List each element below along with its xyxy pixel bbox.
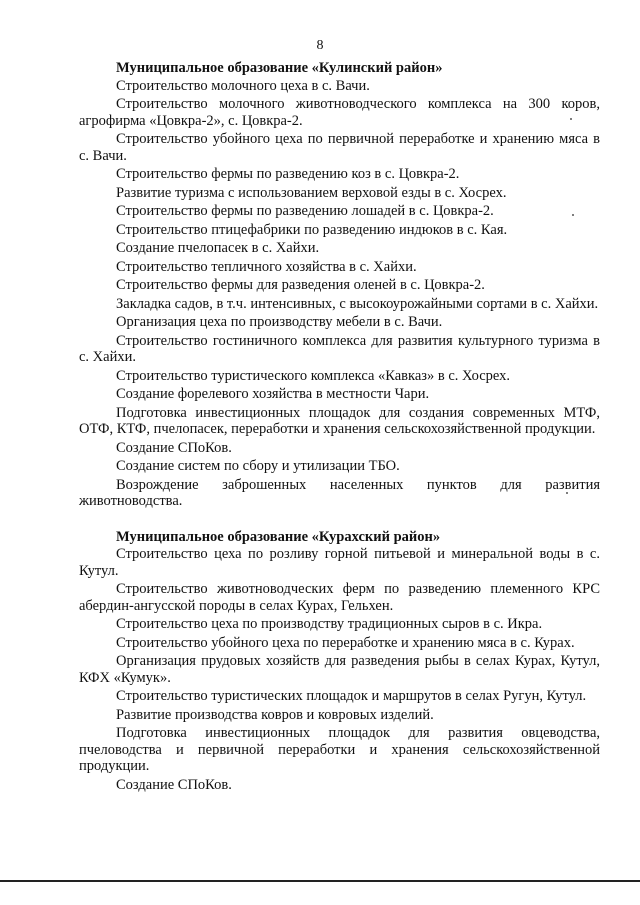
paragraph: Создание форелевого хозяйства в местности Чари. <box>116 386 430 402</box>
scan-bottom-edge <box>0 880 640 882</box>
paragraph: Организация прудовых хозяйств для разведения рыбы в селах Курах, Кутул, КФХ «Кумук». <box>79 653 600 686</box>
paragraph: Строительство молочного цеха в с. Вачи. <box>116 77 370 94</box>
paragraph: Создание пчелопасек в с. Хайхи. <box>116 240 320 256</box>
paragraph: Строительство цеха по розливу горной питьевой и минеральной воды в с. Кутул. <box>79 546 600 579</box>
paragraph: Подготовка инвестиционных площадок для развития овцеводства, пчеловодства и первичной переработки и хранения сельскохозяйственной продукции. <box>79 725 600 774</box>
paragraph: Создание СПоКов. <box>116 439 232 456</box>
section-heading: Муниципальное образование «Кулинский район» <box>116 60 443 76</box>
paragraph: Строительство фермы для разведения оленей в с. Цовкра-2. <box>116 277 485 293</box>
page-number: 8 <box>316 38 324 53</box>
paragraph: Строительство туристических площадок и маршрутов в селах Ругун, Кутул. <box>116 688 587 704</box>
paragraph: Создание СПоКов. <box>116 776 232 793</box>
section-kurakhsky <box>79 529 600 794</box>
paragraph: Строительство тепличного хозяйства в с. Хайхи. <box>116 258 417 275</box>
paragraph: Строительство цеха по производству традиционных сыров в с. Икра. <box>116 616 543 632</box>
paragraph: Возрождение заброшенных населенных пунктов для развития животноводства. <box>79 476 600 509</box>
paragraph: Создание систем по сбору и утилизации ТБО. <box>116 458 400 474</box>
section-kulinsky <box>79 60 600 510</box>
paragraph: Развитие туризма с использованием верховой езды в с. Хосрех. <box>116 184 507 201</box>
paragraph: Строительство фермы по разведению лошадей в с. Цовкра-2. <box>116 203 494 219</box>
paragraph: Строительство птицефабрики по разведению индюков в с. Кая. <box>116 221 508 238</box>
paragraph: Строительство животноводческих ферм по разведению племенного КРС абердин-ангусской породы в селах Курах, Гельхен. <box>79 581 600 614</box>
paragraph: Строительство фермы по разведению коз в с. Цовкра-2. <box>116 166 460 182</box>
paragraph: Закладка садов, в т.ч. интенсивных, с высокоурожайными сортами в с. Хайхи. <box>116 295 599 312</box>
paragraph: Подготовка инвестиционных площадок для создания современных МТФ, ОТФ, КТФ, пчелопасек, переработки и хранения сельскохозяйственной продукции. <box>79 404 600 437</box>
section-heading: Муниципальное образование «Курахский район» <box>116 528 441 545</box>
paragraph: Строительство туристического комплекса «Кавказ» в с. Хосрех. <box>116 367 511 384</box>
paragraph: Строительство убойного цеха по переработке и хранению мяса в с. Курах. <box>116 634 575 651</box>
paragraph: Строительство молочного животноводческого комплекса на 300 коров, агрофирма «Цовкра-2», с. Цовкра-2. <box>79 96 600 129</box>
paragraph: Строительство убойного цеха по первичной переработке и хранению мяса в с. Вачи. <box>79 131 600 164</box>
paragraph: Организация цеха по производству мебели в с. Вачи. <box>116 314 443 330</box>
document-body <box>79 60 600 795</box>
paragraph: Строительство гостиничного комплекса для развития культурного туризма в с. Хайхи. <box>79 332 600 365</box>
paragraph: Развитие производства ковров и ковровых изделий. <box>116 706 434 723</box>
